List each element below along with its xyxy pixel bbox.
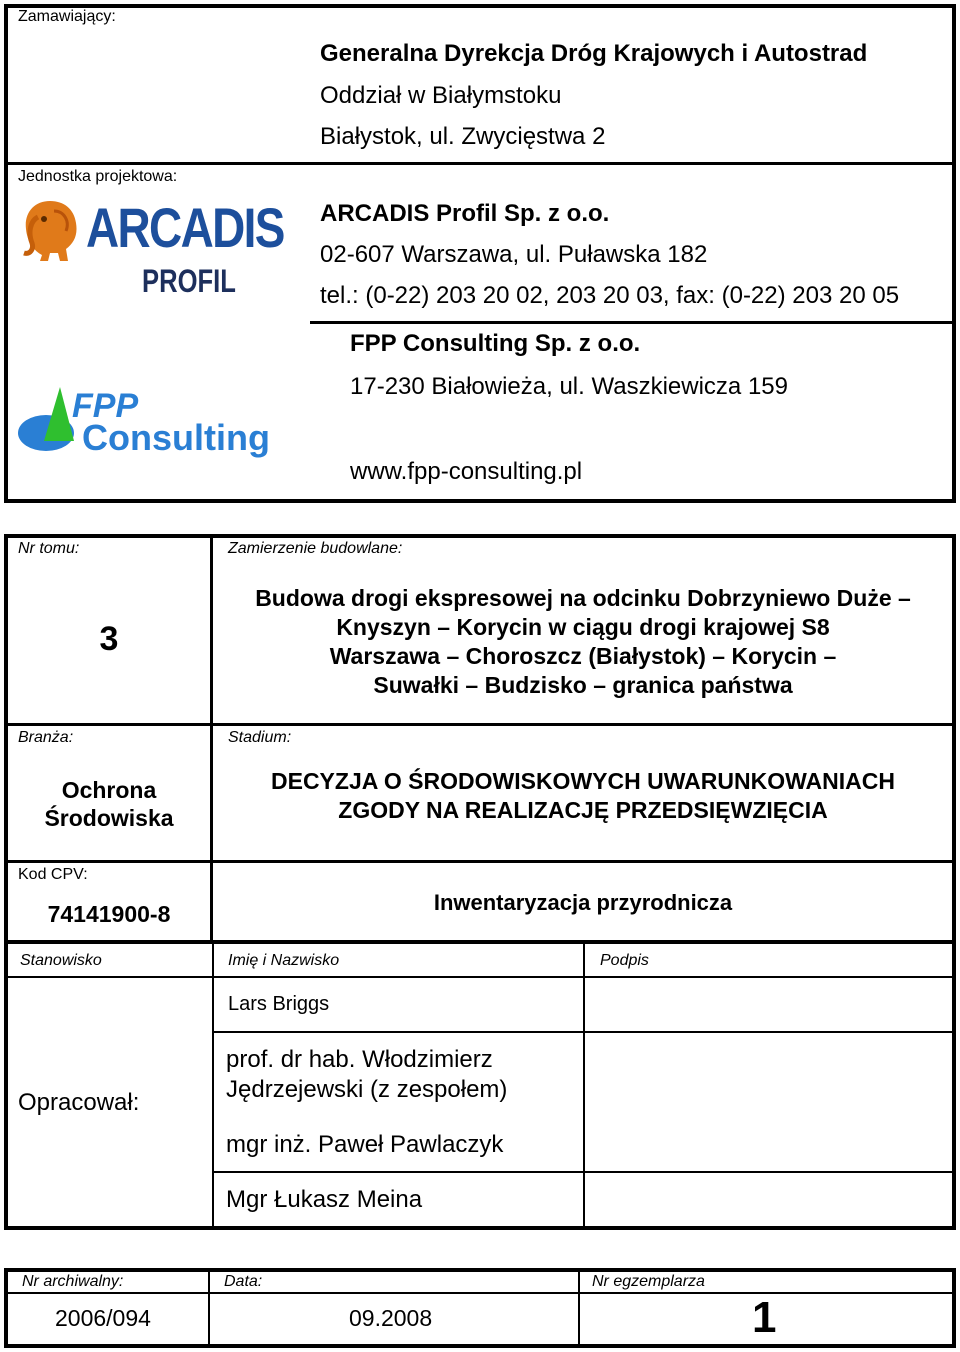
authors-row-divider-1 bbox=[212, 1031, 952, 1033]
branch-line: Ochrona bbox=[61, 777, 157, 803]
archive-value: 2006/094 bbox=[55, 1305, 151, 1331]
task-description bbox=[214, 584, 952, 700]
cpv-value: 74141900-8 bbox=[47, 901, 171, 927]
task-label: Zamierzenie budowlane: bbox=[228, 540, 403, 557]
volume-value: 3 bbox=[99, 620, 119, 658]
task-line: Budowa drogi ekspresowej na odcinku Dobrzyniewo Duże – bbox=[255, 585, 911, 611]
branch-line: Środowiska bbox=[44, 805, 174, 831]
fpp-www: www.fpp-consulting.pl bbox=[350, 458, 583, 485]
arcadis-name: ARCADIS Profil Sp. z o.o. bbox=[320, 200, 610, 227]
project-row-divider-2 bbox=[8, 860, 952, 863]
header-divider-2 bbox=[310, 321, 952, 324]
author-name: prof. dr hab. Włodzimierz bbox=[226, 1046, 493, 1073]
project-col-divider bbox=[210, 538, 213, 942]
fpp-logo bbox=[16, 385, 286, 465]
cpv-label: Kod CPV: bbox=[18, 866, 88, 883]
project-row-divider-1 bbox=[8, 723, 952, 726]
date-label: Data: bbox=[224, 1273, 263, 1290]
author-name: Lars Briggs bbox=[228, 993, 330, 1015]
author-name: Jędrzejewski (z zespołem) bbox=[226, 1076, 508, 1103]
task-line: Warszawa – Choroszcz (Białystok) – Korycin – bbox=[329, 643, 837, 669]
col-name-label: Imię i Nazwisko bbox=[228, 952, 340, 969]
investor-label: Zamawiający: bbox=[18, 8, 116, 25]
branch-label: Branża: bbox=[18, 729, 74, 746]
footer-col-divider-2 bbox=[578, 1272, 580, 1344]
footer-header-divider bbox=[8, 1292, 952, 1294]
volume-label: Nr tomu: bbox=[18, 540, 80, 557]
task-line: Knyszyn – Korycin w ciągu drogi krajowej S8 bbox=[336, 614, 830, 640]
authors-col-divider-1 bbox=[212, 944, 214, 1228]
author-name: Mgr Łukasz Meina bbox=[226, 1186, 423, 1213]
arcadis-address: 02-607 Warszawa, ul. Puławska 182 bbox=[320, 241, 708, 268]
fpp-address: 17-230 Białowieża, ul. Waszkiewicza 159 bbox=[350, 373, 788, 400]
arcadis-logo bbox=[20, 195, 284, 305]
header-divider-1 bbox=[8, 162, 952, 165]
investor-name: Generalna Dyrekcja Dróg Krajowych i Autostrad bbox=[320, 40, 868, 67]
stage-line: ZGODY NA REALIZACJĘ PRZEDSIĘWZIĘCIA bbox=[338, 797, 828, 823]
col-signature-label: Podpis bbox=[600, 952, 649, 969]
footer-col-divider-1 bbox=[208, 1272, 210, 1344]
designer-label: Jednostka projektowa: bbox=[18, 168, 178, 185]
arcadis-logo-text: ARCADIS bbox=[86, 196, 284, 259]
stage-line: DECYZJA O ŚRODOWISKOWYCH UWARUNKOWANIACH bbox=[271, 768, 895, 794]
investor-branch: Oddział w Białymstoku bbox=[320, 82, 562, 109]
col-position-label: Stanowisko bbox=[20, 952, 102, 969]
archive-label: Nr archiwalny: bbox=[22, 1273, 124, 1290]
author-role: Opracował: bbox=[18, 1089, 140, 1116]
fpp-name: FPP Consulting Sp. z o.o. bbox=[350, 330, 641, 357]
investor-address: Białystok, ul. Zwycięstwa 2 bbox=[320, 123, 606, 150]
arcadis-logo-sub: PROFIL bbox=[142, 263, 236, 299]
task-line: Suwałki – Budzisko – granica państwa bbox=[373, 672, 793, 698]
branch-value bbox=[8, 776, 210, 832]
fpp-logo-line2: Consulting bbox=[82, 417, 270, 458]
copy-value: 1 bbox=[752, 1293, 777, 1342]
stage-label: Stadium: bbox=[228, 729, 292, 746]
authors-col-divider-2 bbox=[583, 944, 585, 1228]
date-value: 09.2008 bbox=[349, 1305, 433, 1331]
copy-label: Nr egzemplarza bbox=[592, 1273, 705, 1290]
authors-row-divider-2 bbox=[212, 1171, 952, 1173]
arcadis-phone: tel.: (0-22) 203 20 02, 203 20 03, fax: (0-22) 203 20 05 bbox=[320, 282, 900, 309]
document-title: Inwentaryzacja przyrodnicza bbox=[433, 890, 733, 915]
fpp-logo-line1: FPP bbox=[72, 387, 139, 425]
elephant-icon bbox=[20, 197, 82, 263]
author-name: mgr inż. Paweł Pawlaczyk bbox=[226, 1131, 504, 1158]
authors-header-divider bbox=[8, 976, 952, 978]
stage-value bbox=[214, 767, 952, 825]
